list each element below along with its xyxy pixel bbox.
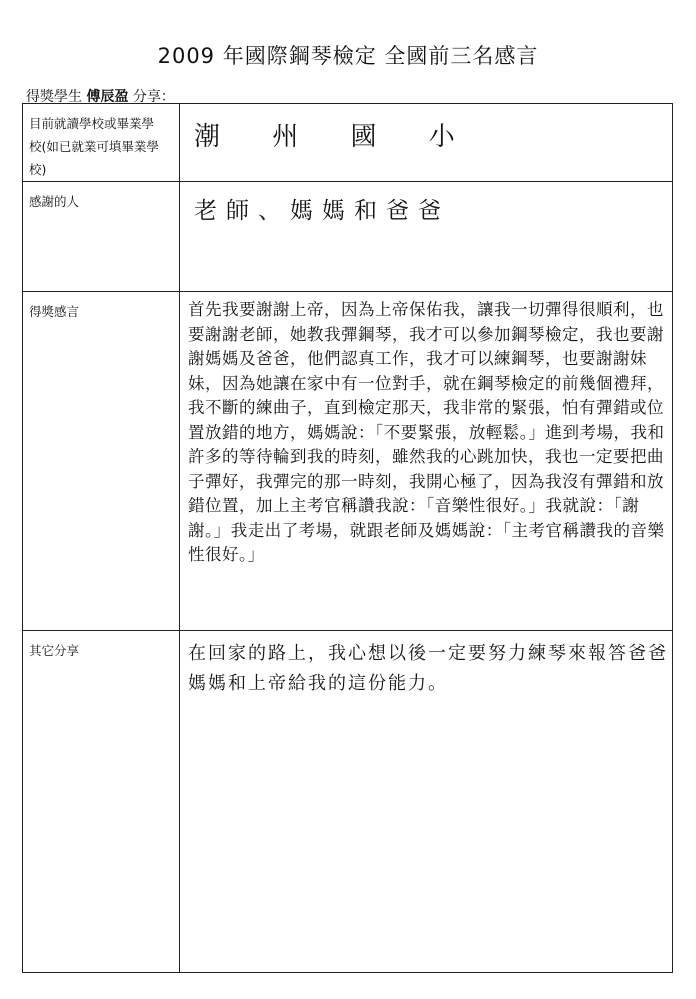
- form-row-share: [23, 631, 673, 973]
- share-cell: [180, 631, 673, 973]
- share-label: 其它分享: [23, 631, 180, 973]
- speech-cell: [180, 292, 673, 631]
- form-row-speech: [23, 292, 673, 631]
- page-title: 2009 年國際鋼琴檢定 全國前三名感言: [157, 44, 539, 68]
- award-form-table: [22, 103, 673, 973]
- student-name: 傅辰盈: [86, 89, 129, 105]
- form-row-thanks: [23, 182, 673, 292]
- student-suffix: 分享：: [132, 89, 175, 105]
- thanks-cell: [180, 182, 673, 292]
- form-row-school: [23, 104, 673, 182]
- speech-label: 得獎感言: [23, 292, 180, 631]
- school-cell: [180, 104, 673, 182]
- student-prefix: 得獎學生: [26, 89, 82, 105]
- school-label: 目前就讀學校或畢業學校(如已就業可填畢業學校): [23, 104, 180, 182]
- school-value: 潮 州 國 小: [194, 122, 477, 152]
- thanks-label: 感謝的人: [23, 182, 180, 292]
- share-value: 在回家的路上，我心想以後一定要努力練琴來報答爸爸媽媽和上帝給我的這份能力。: [188, 643, 668, 694]
- speech-value: 首先我要謝謝上帝，因為上帝保佑我，讓我一切彈得很順利，也要謝謝老師，她教我彈鋼琴，我才可以參加鋼琴檢定，我也要謝謝媽媽及爸爸，他們認真工作，我才可以練鋼琴，也要謝謝妹妹，因為她讓在家中有一位對手，就在鋼琴檢定的前幾個禮拜，我不斷的練曲子，直到檢定那天，我非常的緊張，怕有彈錯或位置放錯的地方，媽媽說：「不要緊張，放輕鬆。」進到考場，我和許多的等待輪到我的時刻，雖然我的心跳加快，我也一定要把曲子彈好，我彈完的那一時刻，我開心極了，因為我沒有彈錯和放錯位置，加上主考官稱讚我說：「音樂性很好。」我就說：「謝謝。」我走出了考場，就跟老師及媽媽說：「主考官稱讚我的音樂性很好。」: [188, 300, 665, 564]
- thanks-value: 老師、媽媽和爸爸: [194, 198, 450, 224]
